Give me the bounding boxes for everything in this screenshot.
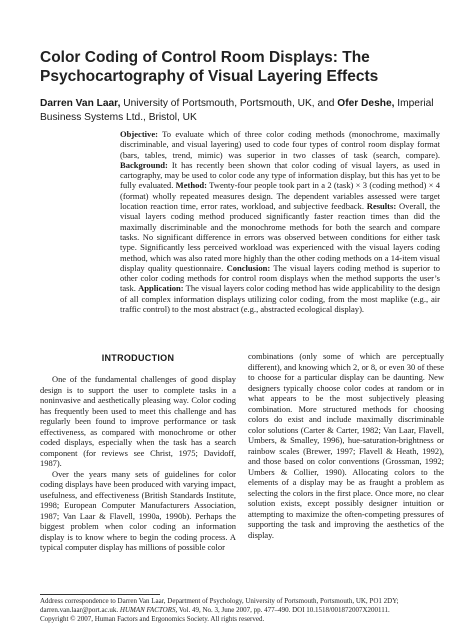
intro-paragraph-3: combinations (only some of which are perceptually different), and knowing which 2, or 8, or even 30 of these to choose for a particular display can be daunting. New designers typically choose color codes at random or in what appears to be the most subjectively pleasing combination. More structured methods for choosing colors do exist and include maximally discriminable color solutions (Carter & Carter, 1982; Van Laar, Flavell, Umbers, & Smalley, 1996), hue-saturation-brightness or rainbow scales (Brewer, 1997; Flavell & Heath, 1992), and those based on color conventions (Grossman, 1992; Umbers & Collier, 1990). Allocating colors to the elements of a display may be as fraught a problem as selecting the colors in the first place. Once more, no clear solution exists, except possibly designer intuition or attempting to maximize the often-competing pressures of supporting the task and improving the aesthetics of the display.: [248, 351, 444, 540]
application-label: Application:: [138, 283, 184, 294]
introduction-heading: INTRODUCTION: [101, 353, 175, 363]
application-text: The visual layers color coding method has wide applicability to the design of all complex information displays utilizing color coding, from the most maplike (e.g., air traffic control) to the most abstract (e.g., abstracted ecological display).: [120, 283, 440, 315]
footnote: [40, 597, 450, 624]
intro-paragraph-2: Over the years many sets of guidelines for color coding displays have been produced with varying impact, usefulness, and effectiveness (British Standards Institute, 1998; European Computer Manufacturers Association, 1987; Van Laar & Flavell, 1990a, 1990b). Perhaps the biggest problem when color coding an information display is to know where to begin the coding process. A typical computer display has millions of possible color: [40, 468, 236, 552]
author-1-affiliation: University of Portsmouth, Portsmouth, UK, and: [120, 98, 338, 109]
footnote-address: Address correspondence to Darren Van Laar, Department of Psychology, University of Portsmouth, Portsmouth, UK, PO1 2DY; darren.van.laar@port.ac.uk.: [40, 597, 399, 614]
results-label: Results:: [366, 201, 397, 212]
method-text: Twenty-four people took part in a 2 (task) × 3 (coding method) × 4 (format) wholly repeated measures design. The dependent variables assessed were target location reaction time, error rates, workload, and subjective feedback.: [120, 180, 441, 212]
conclusion-label: Conclusion:: [226, 262, 271, 273]
objective-label: Objective:: [120, 129, 158, 139]
left-column: [40, 374, 236, 553]
objective-text: To evaluate which of three color coding methods (monochrome, maximally discriminable, and visual layering) used to code four types of control room display format (bars, tables, trend, mimic) was superior in two classes of task (search, compare).: [120, 129, 440, 160]
footnote-divider: [40, 594, 160, 595]
intro-paragraph-1: One of the fundamental challenges of good display design is to support the user to complete tasks in a noninvasive and aesthetically pleasing way. Color coding has frequently been used to meet this challenge and has regularly been found to improve performance or task effectiveness, as compared with monochrome or other coded displays, especially when the task has a search component (for reviews see Christ, 1975; Davidoff, 1987).: [40, 374, 236, 468]
conclusion-text: The visual layers coding method is superior to other color coding methods for control room displays when the method supports the user’s task.: [120, 262, 440, 294]
background-text: It has recently been shown that color coding of visual layers, as used in cartography, may be used to color code any type of information display, but this has yet to be fully evaluated.: [120, 159, 440, 191]
footnote-citation: Vol. 49, No. 3, June 2007, pp. 477–490. DOI 10.1518/001872007X200111.: [177, 606, 390, 614]
background-label: Background:: [120, 159, 168, 170]
abstract: [120, 129, 440, 314]
author-line: [40, 97, 440, 124]
author-2-name: Ofer Deshe,: [337, 98, 395, 109]
article-title: Color Coding of Control Room Displays: The Psychocartography of Visual Layering Effects: [40, 49, 379, 85]
right-column: [248, 351, 444, 540]
footnote-copyright: Copyright © 2007, Human Factors and Ergonomics Society. All rights reserved.: [40, 615, 265, 623]
method-label: Method:: [175, 180, 207, 191]
author-1-name: Darren Van Laar,: [40, 98, 121, 109]
results-text: Overall, the visual layers coding method produced significantly faster reaction times than did the maximally discriminable and the monochrome methods for both the search and compare tasks. No significant difference in errors was observed between conditions for either task type. Significantly less perceived workload was experienced with the visual layers coding method, which was also rated more highly than the other coding methods on a 14-item visual display quality questionnaire.: [120, 201, 441, 273]
author-2-affiliation: Imperial Business Systems Ltd., Bristol, UK: [40, 98, 434, 123]
footnote-journal: HUMAN FACTORS,: [119, 606, 178, 614]
